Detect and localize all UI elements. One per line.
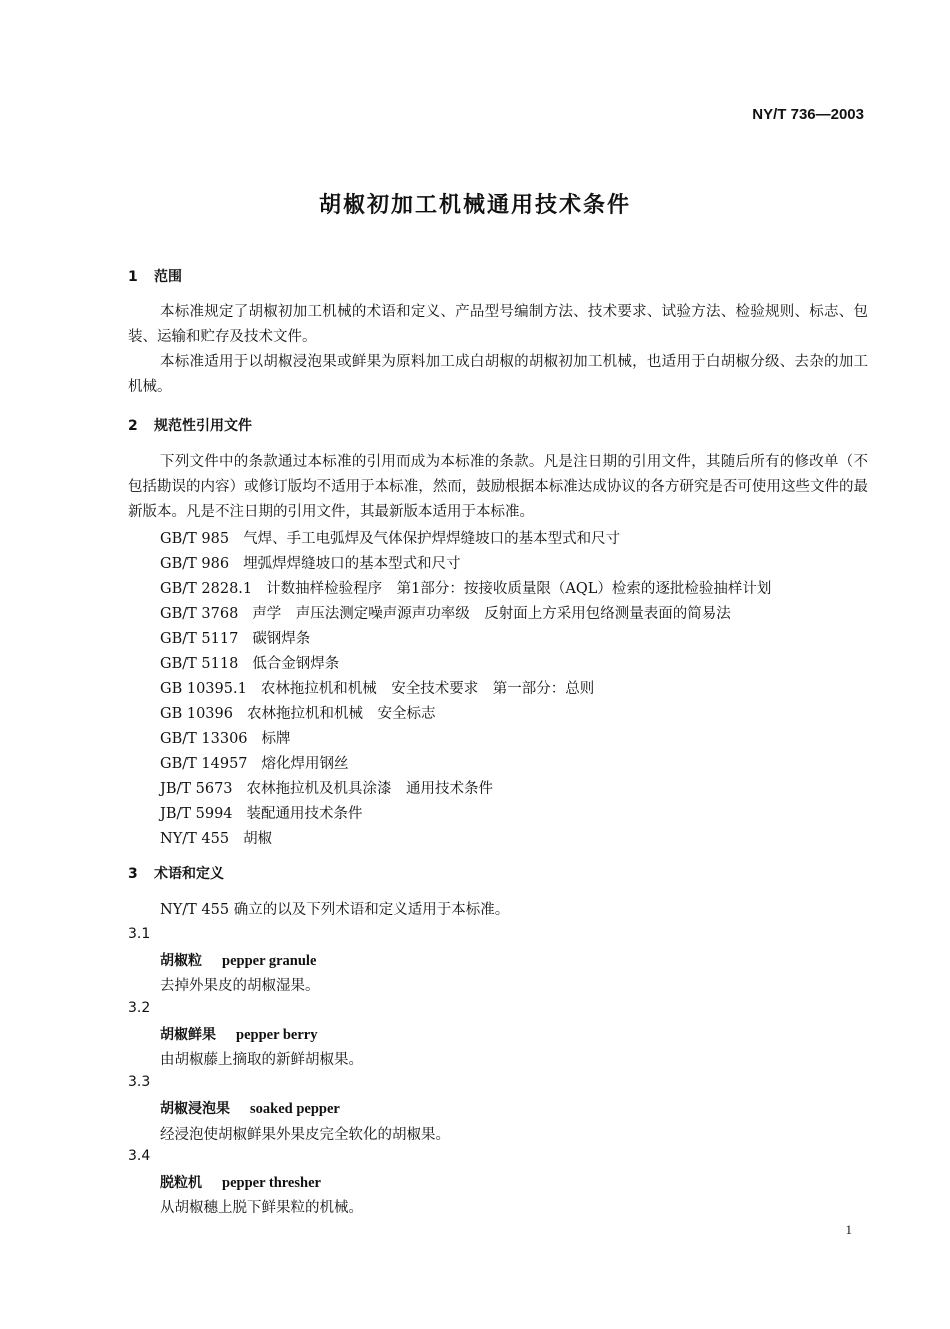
reference-code: GB/T 13306 (160, 731, 248, 747)
clause-number: 3.3 (128, 1074, 151, 1090)
reference-name: 气焊、手工电弧焊及气体保护焊焊缝坡口的基本型式和尺寸 (243, 531, 621, 547)
reference-item (160, 652, 339, 673)
term-chinese: 胡椒浸泡果 (160, 1101, 230, 1117)
reference-code: GB/T 14957 (160, 756, 248, 772)
term-entry (160, 1172, 321, 1192)
term-entry (160, 950, 316, 970)
reference-name: 碳钢焊条 (252, 631, 311, 647)
page-number: 1 (845, 1222, 852, 1237)
section-2-paragraph-1: 下列文件中的条款通过本标准的引用而成为本标准的条款。凡是注日期的引用文件，其随后所有的修改单（不包括勘误的内容）或修订版均不适用于本标准，然而，鼓励根据本标准达成协议的各方研究是否可使用这些文件的最新版本。凡是不注日期的引用文件，其最新版本适用于本标准。 (128, 454, 868, 520)
reference-code: GB/T 2828.1 (160, 581, 253, 597)
reference-name: 熔化焊用钢丝 (261, 756, 349, 772)
term-chinese: 胡椒粒 (160, 953, 202, 969)
reference-code: GB/T 5117 (160, 631, 239, 647)
reference-name: 胡椒 (243, 831, 273, 847)
clause-number: 3.1 (128, 926, 151, 942)
reference-name: 声学 声压法测定噪声源声功率级 反射面上方采用包络测量表面的简易法 (252, 606, 731, 622)
reference-name: 装配通用技术条件 (246, 806, 363, 822)
section-1-paragraph-1: 本标准规定了胡椒初加工机械的术语和定义、产品型号编制方法、技术要求、试验方法、检验规则、标志、包装、运输和贮存及技术文件。 (128, 304, 868, 345)
document-title: 胡椒初加工机械通用技术条件 (318, 193, 631, 218)
reference-code: GB/T 5118 (160, 656, 239, 672)
clause-number: 3.4 (128, 1148, 151, 1164)
clause-number: 3.2 (128, 1000, 151, 1016)
term-chinese: 脱粒机 (160, 1175, 202, 1191)
reference-name: 低合金钢焊条 (252, 656, 340, 672)
reference-item (160, 527, 620, 548)
term-definition: 由胡椒藤上摘取的新鲜胡椒果。 (160, 1052, 363, 1068)
reference-item (160, 552, 461, 573)
term-chinese: 胡椒鲜果 (160, 1027, 216, 1043)
reference-code: GB/T 985 (160, 531, 230, 547)
section-title: 术语和定义 (154, 866, 224, 882)
reference-code: GB 10395.1 (160, 681, 247, 697)
reference-item (160, 802, 363, 823)
reference-code: GB/T 986 (160, 556, 230, 572)
reference-name: 农林拖拉机及机具涂漆 通用技术条件 (246, 781, 494, 797)
reference-name: 农林拖拉机和机械 安全标志 (246, 706, 436, 722)
reference-item (160, 777, 493, 798)
reference-item (160, 702, 435, 723)
reference-code: NY/T 455 (160, 831, 230, 847)
term-english: pepper thresher (222, 1175, 321, 1191)
term-definition: 经浸泡使胡椒鲜果外果皮完全软化的胡椒果。 (160, 1127, 450, 1143)
term-english: pepper granule (222, 953, 317, 969)
reference-code: GB/T 3768 (160, 606, 239, 622)
reference-code: GB 10396 (160, 706, 233, 722)
section-1-heading (128, 266, 182, 286)
term-english: pepper berry (236, 1027, 318, 1043)
reference-name: 计数抽样检验程序 第1部分：按接收质量限（AQL）检索的逐批检验抽样计划 (266, 581, 772, 597)
reference-item (160, 602, 731, 623)
term-english: soaked pepper (250, 1101, 340, 1117)
section-number: 2 (128, 418, 138, 434)
section-number: 3 (128, 866, 138, 882)
section-title: 规范性引用文件 (154, 418, 252, 434)
reference-name: 农林拖拉机和机械 安全技术要求 第一部分：总则 (260, 681, 595, 697)
reference-item (160, 627, 310, 648)
reference-code: JB/T 5994 (160, 806, 233, 822)
reference-item (160, 827, 272, 848)
reference-item (160, 752, 349, 773)
section-1-paragraph-2: 本标准适用于以胡椒浸泡果或鲜果为原料加工成白胡椒的胡椒初加工机械，也适用于白胡椒分级、去杂的加工机械。 (128, 354, 868, 395)
section-2-heading (128, 415, 252, 435)
reference-item (160, 577, 771, 598)
term-definition: 从胡椒穗上脱下鲜果粒的机械。 (160, 1200, 363, 1216)
term-definition: 去掉外果皮的胡椒湿果。 (160, 978, 320, 994)
standard-code: NY/T 736—2003 (752, 106, 864, 123)
reference-name: 埋弧焊焊缝坡口的基本型式和尺寸 (243, 556, 461, 572)
section-3-heading (128, 863, 224, 883)
reference-code: JB/T 5673 (160, 781, 233, 797)
section-title: 范围 (154, 269, 182, 285)
reference-item (160, 677, 594, 698)
reference-item (160, 727, 291, 748)
section-3-paragraph-1: NY/T 455 确立的以及下列术语和定义适用于本标准。 (160, 902, 510, 918)
section-number: 1 (128, 269, 138, 285)
term-entry (160, 1024, 318, 1044)
term-entry (160, 1098, 340, 1118)
reference-name: 标牌 (261, 731, 291, 747)
